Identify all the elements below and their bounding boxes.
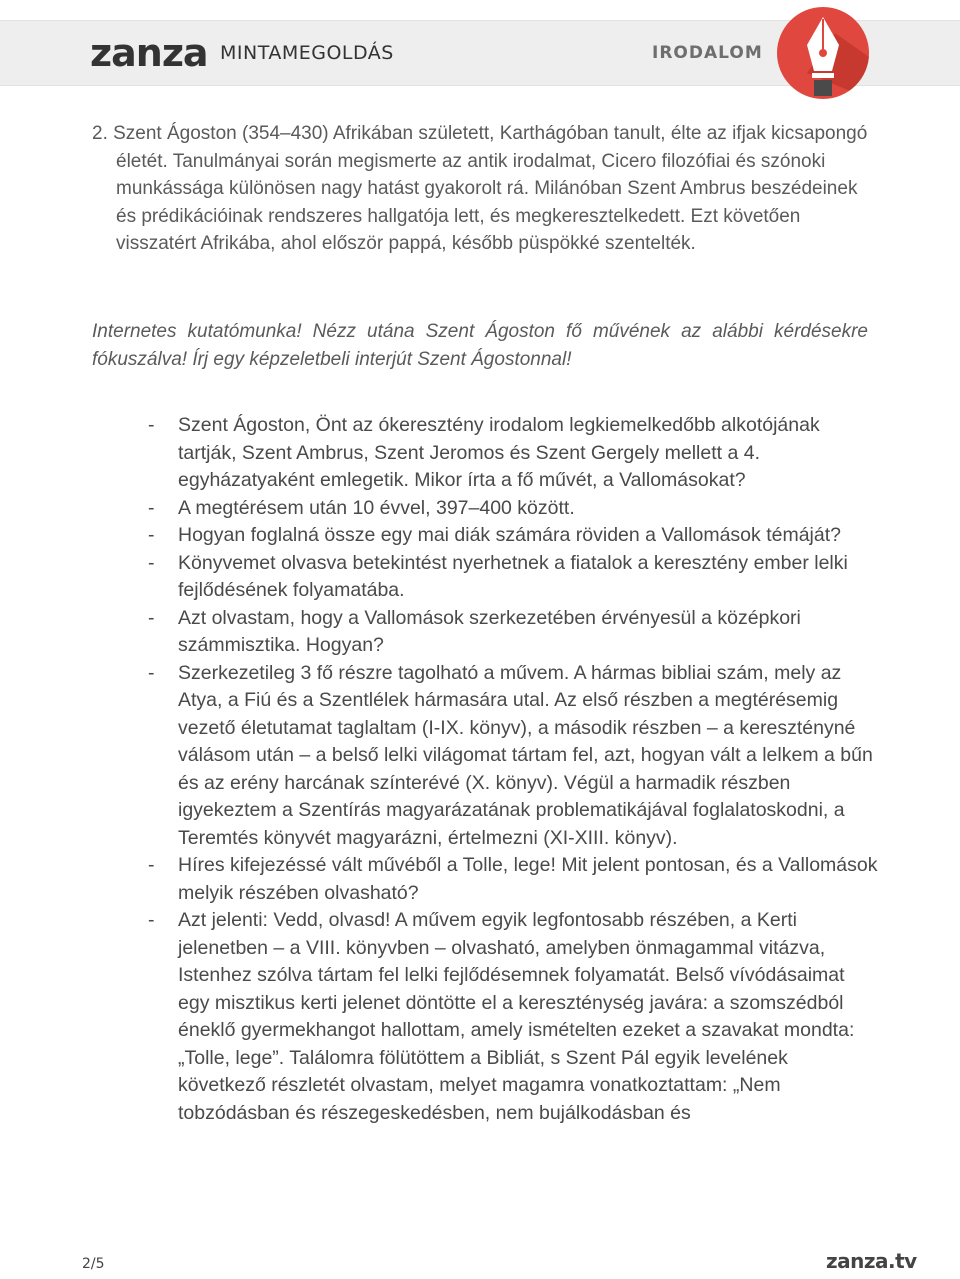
interview-line: Szerkezetileg 3 fő részre tagolható a művem. A hármas bibliai szám, mely az Atya, a Fiú és a Szentlélek hármasára utal. Az első részben a megtérésemig vezető életutamat taglaltam (I-IX. könyv), a második részben – a keresztényné válásom után – a belső lelki világomat tártam fel, azt, hogyan vált a lelkem a bűn és az erény harcának színterévé (X. könyv). Végül a harmadik részben igyekeztem a Szentírás magyarázatának problematikájával foglalatoskodni, a Teremtés könyvét magyarázni, értelmezni (XI-XIII. könyv). — [178, 661, 873, 849]
dash-marker: - — [148, 661, 155, 684]
interview-line: Szent Ágoston, Önt az ókeresztény irodalom legkiemelkedőbb alkotójának tartják, Szent Ambrus, Szent Jeromos és Szent Gergely mellett a 4. egyházatyaként emlegetik. Mikor írta a fő művét, a Vallomásokat? — [178, 414, 820, 491]
dash-marker: - — [148, 909, 155, 931]
page-number: 2/5 — [82, 1256, 105, 1272]
list-item — [148, 852, 878, 907]
list-item — [148, 412, 878, 495]
dash-marker: - — [148, 496, 155, 519]
brand-logo: zanza — [90, 31, 208, 75]
interview-line: Azt jelenti: Vedd, olvasd! A művem egyik legfontosabb részében, a Kerti jelenetben – a VIII. könyvben – olvasható, amelyben önmagammal vitázva, Istenhez szólva tártam fel lelki fejlődésemnek folyamatát. Belső vívódásaimat egy misztikus kerti jelenet döntötte el a kereszténység javára: a szomszédból éneklő gyermekhangot hallottam, amely ismételten ezeket a szavakat mondta: „Tolle, lege”. Találomra fölütöttem a Bibliát, s Szent Pál egyik levelének következő részletét olvastam, melyet magamra vonatkoztattam: „Nem tobzódásban és részegeskedésben, nem bujálkodásban és — [178, 909, 855, 1124]
interview-line: Azt olvastam, hogy a Vallomások szerkezetében érvényesül a középkori számmisztika. Hogyan? — [178, 606, 801, 656]
list-item — [148, 495, 878, 523]
list-item — [148, 660, 878, 853]
dash-marker: - — [148, 606, 155, 629]
list-item — [148, 605, 878, 660]
header-subtitle: MINTAMEGOLDÁS — [220, 42, 394, 64]
interview-line: Könyvemet olvasva betekintést nyerhetnek a fiatalok a keresztény ember lelki fejlődésének folyamatába. — [178, 551, 848, 601]
interview-line: Hogyan foglalná össze egy mai diák számára röviden a Vallomások témáját? — [178, 524, 841, 546]
interview-list — [148, 412, 878, 1127]
dash-marker: - — [148, 524, 155, 546]
dash-marker: - — [148, 551, 155, 574]
list-item — [148, 522, 878, 550]
dash-marker: - — [148, 854, 155, 876]
interview-line: Híres kifejezéssé vált művéből a Tolle, lege! Mit jelent pontosan, és a Vallomások melyik részében olvasható? — [178, 854, 878, 904]
subject-label: IRODALOM — [652, 43, 763, 63]
interview-line: A megtérésem után 10 évvel, 397–400 között. — [178, 496, 575, 519]
task-instruction: Internetes kutatómunka! Nézz utána Szent Ágoston fő művének az alábbi kérdésekre fókuszálva! Írj egy képzeletbeli interjút Szent Ágostonnal! — [92, 321, 868, 370]
fountain-pen-nib-icon — [777, 7, 869, 99]
dash-marker: - — [148, 414, 155, 436]
footer-logo: zanza.tv — [826, 1249, 917, 1273]
list-item — [148, 550, 878, 605]
list-item — [148, 907, 878, 1127]
intro-paragraph: 2. Szent Ágoston (354–430) Afrikában született, Karthágóban tanult, élte az ifjak kicsapongó életét. Tanulmányai során megismerte az antik irodalmat, Cicero filozófiai és szónoki munkássága különösen nagy hatást gyakorolt rá. Milánóban Szent Ambrus beszédeinek és prédikációinak rendszeres hallgatója lett, és megkeresztelkedett. Ezt követően visszatért Afrikába, ahol először pappá, később püspökké szentelték. — [92, 123, 868, 254]
